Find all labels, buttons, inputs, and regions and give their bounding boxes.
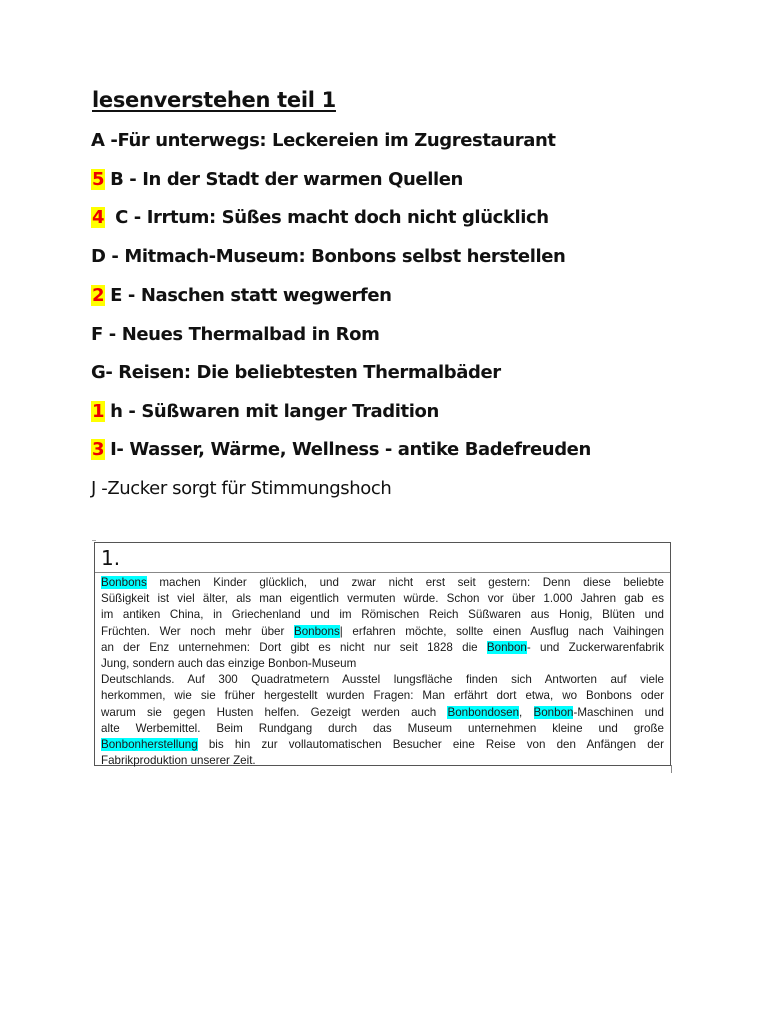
text-line — [101, 656, 664, 672]
text-segment: -Maschinen und — [573, 705, 664, 719]
answer-number: 2 — [92, 285, 105, 306]
highlighted-word: Bonbons — [293, 624, 340, 638]
headline-text: I- Wasser, Wärme, Wellness - antike Badefreuden — [110, 439, 591, 460]
headline-option — [91, 205, 549, 231]
headline-option — [91, 360, 501, 386]
headline-text: A -Für unterwegs: Leckereien im Zugrestaurant — [91, 130, 556, 151]
headline-text: G- Reisen: Die beliebtesten Thermalbäder — [91, 362, 501, 383]
highlighted-word: Bonbons — [101, 576, 147, 589]
text-line — [101, 672, 664, 688]
text-segment: herkommen, wie sie früher hergestellt wurden Fragen: Man erfährt dort etwa, wo Bonbons oder — [101, 689, 664, 703]
text-segment: Süßigkeit ist viel älter, als man eigentlich vermuten würde. Schon vor über 1.000 Jahren gab es — [101, 592, 664, 606]
text-segment: alte Werbemittel. Beim Rundgang durch das Museum unternehmen kleine und große — [101, 721, 664, 735]
text-segment: an der Enz unternehmen: Dort gibt es nicht nur seit 1828 die — [101, 640, 487, 654]
corner-mark — [92, 540, 96, 541]
text-segment: - und Zuckerwarenfabrik — [526, 640, 664, 654]
text-segment: Deutschlands. Auf 300 Quadratmetern Ausstel lungsfläche finden sich Antworten auf viele — [101, 673, 664, 687]
text-segment: bis hin zur vollautomatischen Besucher eine Reise von den Anfängen der — [197, 738, 664, 752]
text-segment: Jung, sondern auch das einzige Bonbon-Museum — [101, 657, 357, 671]
text-line — [101, 591, 664, 607]
answer-number: 3 — [92, 439, 105, 460]
text-segment: | erfahren möchte, sollte einen Ausflug nach Vaihingen — [339, 624, 664, 638]
page-title: lesenverstehen teil 1 — [92, 88, 336, 112]
headline-text: C - Irrtum: Süßes macht doch nicht glücklich — [115, 207, 549, 228]
text-segment: , — [519, 705, 534, 719]
headline-text: B - In der Stadt der warmen Quellen — [110, 169, 463, 190]
text-line — [101, 737, 664, 753]
headline-option — [91, 437, 591, 463]
headline-text: E - Naschen statt wegwerfen — [110, 285, 392, 306]
text-segment: machen Kinder glücklich, und zwar nicht erst seit gestern: Denn diese beliebte — [146, 576, 664, 589]
headline-text: D - Mitmach-Museum: Bonbons selbst herstellen — [91, 246, 566, 267]
text-line — [101, 624, 664, 640]
headline-text: F - Neues Thermalbad in Rom — [91, 324, 380, 345]
corner-mark — [671, 765, 672, 773]
headline-text: h - Süßwaren mit langer Tradition — [110, 401, 439, 422]
text-line — [101, 721, 664, 737]
highlighted-word: Bonbonherstellung — [101, 738, 198, 752]
text-segment: warum sie gegen Husten helfen. Gezeigt werden auch — [101, 705, 448, 719]
headline-option — [91, 283, 392, 309]
answer-number: 1 — [92, 401, 105, 422]
answer-number: 4 — [92, 207, 105, 228]
headline-option — [91, 476, 391, 502]
text-segment: Fabrikproduktion unserer Zeit. — [101, 754, 256, 768]
highlighted-word: Bonbondosen — [447, 705, 520, 719]
text-line — [101, 705, 664, 721]
headline-option — [91, 128, 556, 154]
text-box-number: 1. — [95, 543, 670, 573]
highlighted-word: Bonbon — [533, 705, 574, 719]
headline-option — [91, 167, 463, 193]
answer-number: 5 — [92, 169, 105, 190]
text-box — [94, 542, 671, 766]
headline-text: J -Zucker sorgt für Stimmungshoch — [91, 478, 392, 499]
text-line — [101, 753, 664, 769]
text-line — [101, 607, 664, 623]
text-line — [101, 575, 664, 591]
highlighted-word: Bonbon — [486, 640, 527, 654]
headline-option — [91, 322, 379, 348]
text-box-body — [95, 573, 670, 769]
headline-option — [91, 244, 565, 270]
text-line — [101, 688, 664, 704]
headline-option — [91, 399, 439, 425]
text-segment: im antiken China, in Griechenland und im Römischen Reich Süßwaren aus Honig, Blüten und — [101, 608, 664, 622]
text-segment: Früchten. Wer noch mehr über — [101, 624, 294, 638]
text-line — [101, 640, 664, 656]
